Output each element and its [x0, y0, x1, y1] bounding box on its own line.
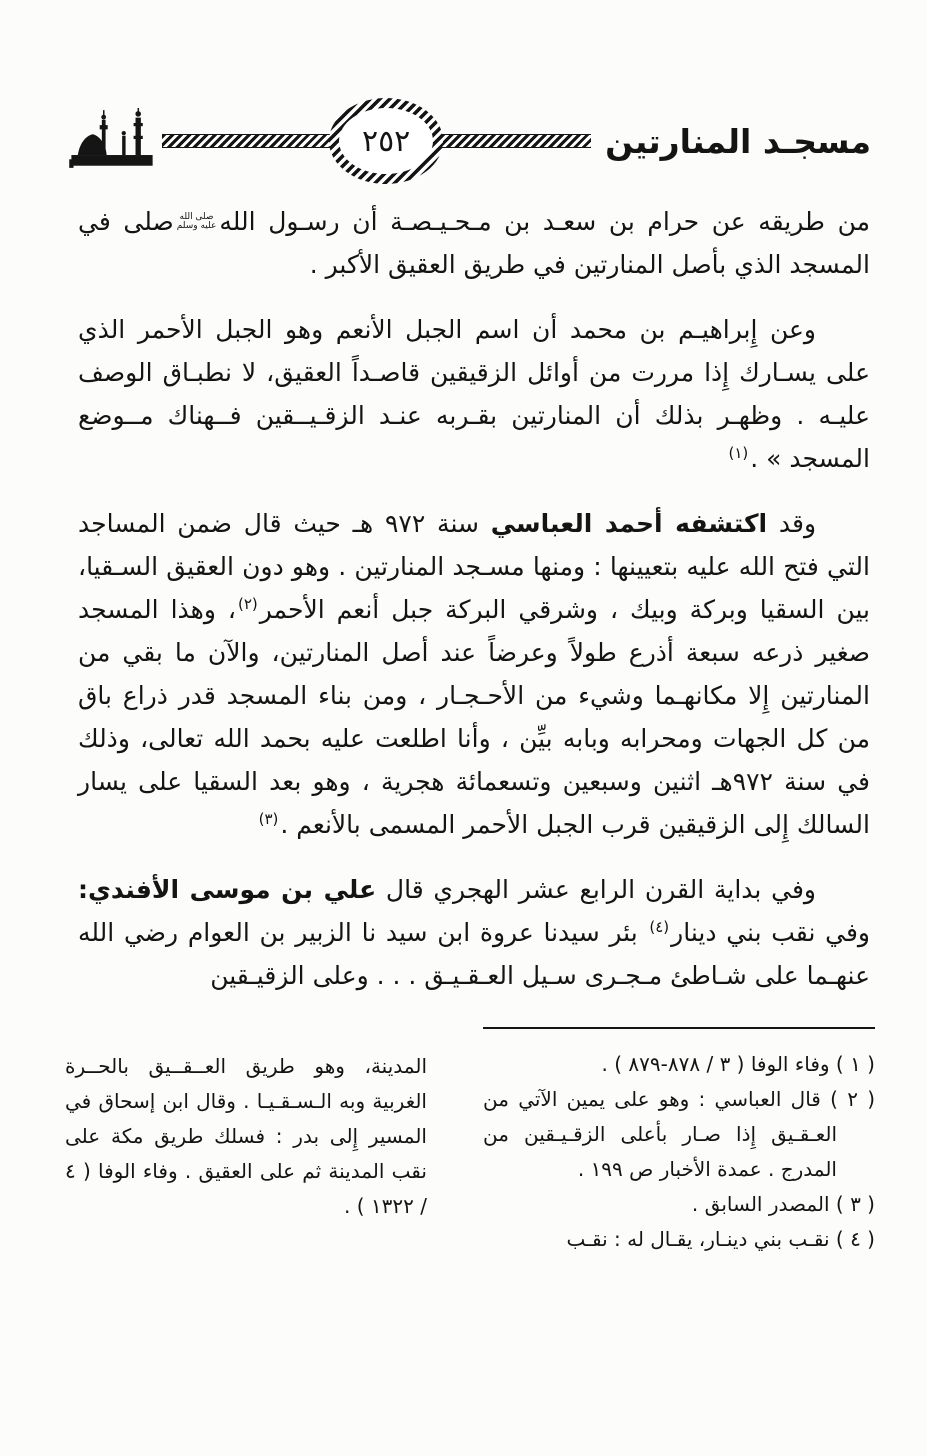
text-run: وعن إِبراهيـم بن محمد أن اسم الجبل الأنعم وهو الجبل الأحمر الذي على يسـارك إِذا مررت من أوائل الزقيقين قاصـداً العقيق، لا نطبـاق الوصف عليـه . وظهـر بذلك أن المنارتين بقـربه عنـد الزقـيــقين فــهناك مــوضع المسجد » . [78, 315, 870, 473]
footnote-number: ( ٤ ) [835, 1227, 875, 1251]
footnote-separator [483, 1027, 875, 1029]
page-number-medallion [329, 98, 443, 184]
mosque-icon [62, 108, 162, 170]
footnote-marker-2: (٢) [237, 595, 258, 613]
text-run: بئر سيدنا عروة ابن سيد نا الزبير بن العوام رضي الله عنهـما على شـاطئ مـجـرى سـيل العـقـيـق . . . وعلى الزقيـقين [78, 918, 870, 990]
footnote-item-2 [483, 1082, 875, 1187]
page-number: ٢٥٢ [361, 123, 411, 159]
header-rope-left [162, 134, 331, 148]
saw-bottom: عليه وسلم [176, 221, 217, 231]
footnote-item-1 [483, 1047, 875, 1082]
footnote-number: ( ١ ) [835, 1052, 875, 1076]
paragraph-1 [78, 200, 870, 286]
bold-name-afandi: علي بن موسى الأفندي: [78, 875, 377, 904]
book-page [0, 96, 927, 1456]
saw-top: صلى الله [179, 212, 214, 222]
page-title: مسجـد المنارتين [605, 121, 871, 161]
footnote-text: نقـب بني دينـار، يقـال له : نقـب [566, 1227, 830, 1251]
footnote-marker-4: (٤) [649, 918, 670, 936]
footnote-text: قال العباسي : وهو على يمين الآتي من العـقـيق إِذا صـار بأعلى الزقـيـقين من المدرج . عمدة الأخبار ص ١٩٩ . [483, 1087, 837, 1181]
footnote-item-3 [483, 1187, 875, 1222]
footnote-number: ( ٢ ) [830, 1087, 875, 1111]
saw-ligature [177, 213, 217, 231]
footnote-item-4 [483, 1222, 875, 1257]
footnote-text: وفاء الوفا ( ٣ / ٨٧٨-٨٧٩ ) . [601, 1052, 830, 1076]
paragraph-3 [78, 502, 870, 846]
header-rope-right [441, 134, 591, 148]
text-run: من طريقه عن حرام بن سعـد بن مـحـيـصـة أن رسـول الله [219, 207, 870, 236]
body-text [78, 200, 870, 997]
footnote-text: المصدر السابق . [691, 1192, 830, 1216]
footnote-marker-1: (١) [728, 444, 749, 462]
paragraph-2 [78, 308, 870, 480]
footnote-continuation: المدينة، وهو طريق العــقــيق بالحــرة الغربية وبه الـسـقـيـا . وقال ابن إسحاق في المسير إِلى بدر : فسلك طريق مكة على نقب المدينة ثم على العقيق . وفاء الوفا ( ٤ / ١٣٢٢ ) . [65, 1054, 427, 1218]
text-run: صلى في المسجد الذي بأصل المنارتين في طريق العقيق الأكبر . [78, 207, 870, 279]
footnote-column-left [65, 1027, 427, 1224]
text-run: ، وهذا المسجد صغير ذرعه سبعة أذرع طولاً وعرضاً عند أصل المنارتين، والآن ما بقي من المنارتين إِلا مكانهـما وشيء من الأحـجـار ، ومن بناء المسجد قدر ذراع باق من كل الجهات ومحرابه وبابه بيِّن ، وأنا اطلعت عليه بحمد الله تعالى، وذلك في سنة ٩٧٢هـ اثنين وسبعين وتسعمائة هجرية ، وهو بعد السقيا على يسار السالك إِلى الزقيقين قرب الجبل الأحمر المسمى بالأنعم . [78, 595, 870, 839]
bold-name-abbasi: اكتشفه أحمد العباسي [490, 509, 768, 538]
footnote-column-right [483, 1027, 875, 1257]
text-run: سنة ٩٧٢ هـ حيث قال ضمن المساجد التي فتح الله عليه بتعيينها : ومنها مسـجد المنارتين . وهو دون العقيق السـقيا، بين السقيا وبركة وبيك ، وشرقي البركة جبل أنعم الأحمر [78, 509, 870, 624]
footnotes-section [65, 1027, 875, 1257]
footnote-number: ( ٣ ) [835, 1192, 875, 1216]
paragraph-4 [78, 868, 870, 997]
page-header [62, 96, 877, 186]
page-number-frame [339, 108, 433, 174]
text-run: وقد [767, 509, 817, 538]
footnote-marker-3: (٣) [258, 810, 279, 828]
text-run: وفي بداية القرن الرابع عشر الهجري قال [376, 875, 816, 904]
text-run: وفي نقب بني دينار [671, 918, 870, 947]
